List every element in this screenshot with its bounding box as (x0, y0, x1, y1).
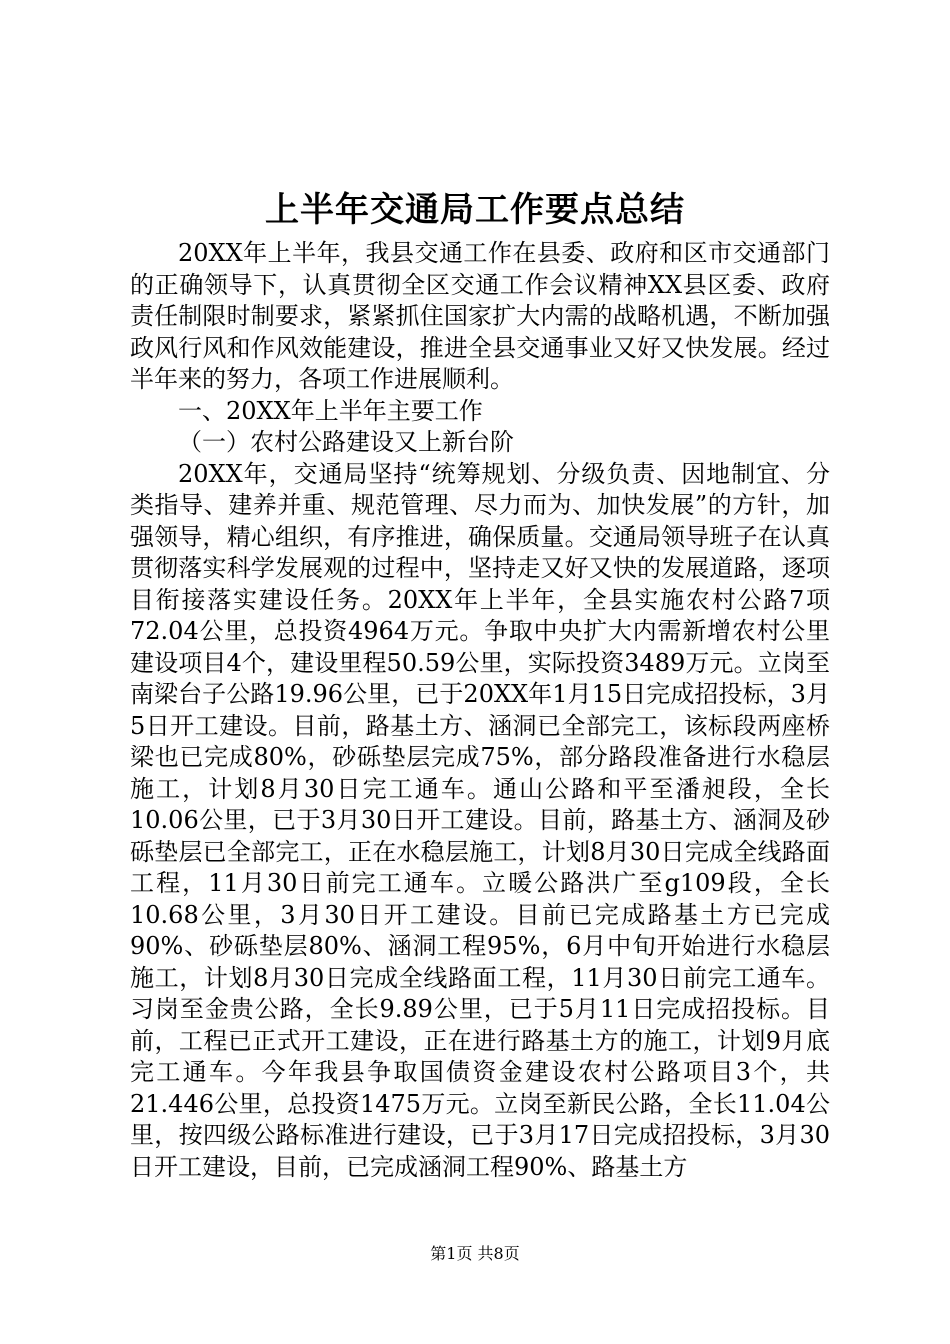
paragraph-intro: 20XX年上半年，我县交通工作在县委、政府和区市交通部门的正确领导下，认真贯彻全区交通工作会议精神XX县区委、政府责任制限时制要求，紧紧抓住国家扩大内需的战略机遇，不断加强政风行风和作风效能建设，推进全县交通事业又好又快发展。经过半年来的努力，各项工作进展顺利。 (130, 239, 830, 393)
document-title: 上半年交通局工作要点总结 (265, 190, 685, 230)
paragraph-rural-roads: 20XX年，交通局坚持“统筹规划、分级负责、因地制宜、分类指导、建养并重、规范管理、尽力而为、加快发展”的方针，加强领导，精心组织，有序推进，确保质量。交通局领导班子在认真贯彻落实科学发展观的过程中，坚持走又好又快的发展道路，逐项目衔接落实建设任务。20XX年上半年，全县实施农村公路7项72.04公里，总投资4964万元。争取中央扩大内需新增农村公里建设项目4个，建设里程50.59公里，实际投资3489万元。立岗至南梁台子公路19.96公里，已于20XX年1月15日完成招投标，3月5日开工建设。目前，路基土方、涵洞已全部完工，该标段两座桥梁也已完成80%，砂砾垫层完成75%，部分路段准备进行水稳层施工，计划8月30日完工通车。通山公路和平至潘昶段，全长10.06公里，已于3月30日开工建设。目前，路基土方、涵洞及砂砾垫层已全部完工，正在水稳层施工，计划8月30日完成全线路面工程，11月30日前完工通车。立暖公路洪广至g109段，全长10.68公里，3月30日开工建设。目前已完成路基土方已完成90%、砂砾垫层80%、涵洞工程95%，6月中旬开始进行水稳层施工，计划8月30日完成全线路面工程，11月30日前完工通车。习岗至金贵公路，全长9.89公里，已于5月11日完成招投标。目前，工程已正式开工建设，正在进行路基土方的施工，计划9月底完工通车。今年我县争取国债资金建设农村公路项目3个，共21.446公里，总投资1475万元。立岗至新民公路，全长11.04公里，按四级公路标准进行建设，已于3月17日完成招投标，3月30日开工建设，目前，已完成涵洞工程90%、路基土方 (130, 459, 830, 1181)
page-footer: 第1页 共8页 (430, 1244, 520, 1263)
subsection-heading: （一）农村公路建设又上新台阶 (178, 428, 514, 456)
section-heading: 一、20XX年上半年主要工作 (178, 396, 483, 425)
document-body (130, 238, 830, 1183)
